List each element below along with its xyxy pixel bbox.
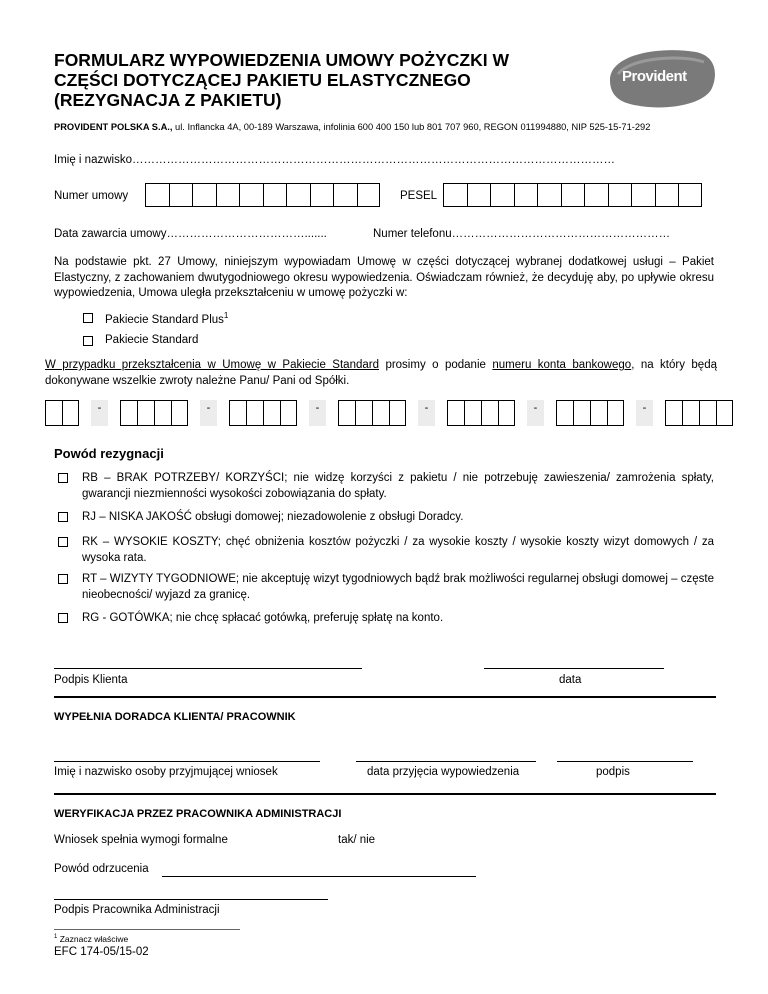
footnote-text: Zaznacz właściwe [57, 934, 129, 944]
digit-box[interactable] [537, 183, 561, 207]
title-line-2: CZĘŚCI DOTYCZĄCEJ PAKIETU ELASTYCZNEGO [54, 70, 471, 90]
form-title [54, 50, 574, 110]
digit-box[interactable] [192, 183, 216, 207]
advisor-sign-line[interactable] [557, 761, 693, 762]
phone-field[interactable] [373, 228, 670, 240]
digit-box[interactable] [464, 400, 481, 426]
digit-box[interactable] [239, 183, 263, 207]
digit-box[interactable] [678, 183, 702, 207]
reason-rb[interactable] [58, 471, 714, 502]
digit-box[interactable] [286, 183, 310, 207]
checkbox[interactable] [58, 512, 68, 522]
name-field[interactable] [54, 154, 615, 166]
checkbox[interactable] [58, 574, 68, 584]
checkbox[interactable] [83, 336, 93, 346]
advisor-heading: WYPEŁNIA DORADCA KLIENTA/ PRACOWNIK [54, 711, 296, 723]
checkbox[interactable] [58, 537, 68, 547]
reason-rg[interactable] [58, 611, 714, 627]
separator-dash: - [309, 400, 326, 426]
declaration-text: Na podstawie pkt. 27 Umowy, niniejszym wypowiadam Umowę w części dotyczącej wybranej dodatkowej usługi – Pakiet Elastyczny, z zachowaniem dwutygodniowego okresu wypowiedzenia. Oświadczam również, że decyduję aby, po upływie okresu wypowiedzenia, Umowa uległa przekształceniu w umowę pożyczki w: [54, 256, 714, 299]
digit-box[interactable] [665, 400, 682, 426]
digit-box[interactable] [608, 183, 632, 207]
title-line-3: (REZYGNACJA Z PAKIETU) [54, 90, 282, 110]
reason-text: RG - GOTÓWKA; nie chcę spłacać gotówką, preferuję spłatę na konto. [82, 612, 444, 624]
digit-box[interactable] [716, 400, 733, 426]
admin-signature-line[interactable] [54, 899, 328, 900]
digit-box[interactable] [372, 400, 389, 426]
digit-box[interactable] [357, 183, 381, 207]
acceptance-date-label: data przyjęcia wypowiedzenia [367, 766, 520, 778]
bank-account-boxes[interactable] [45, 400, 733, 426]
separator-dash: - [200, 400, 217, 426]
formal-requirements-label: Wniosek spełnia wymogi formalne [54, 834, 228, 846]
digit-box[interactable] [229, 400, 246, 426]
footnote-marker: 1 [223, 311, 229, 320]
rejection-reason-line[interactable] [162, 876, 476, 877]
section-divider [54, 696, 716, 698]
digit-box[interactable] [62, 400, 79, 426]
reason-rk[interactable] [58, 535, 714, 566]
advisor-name-line[interactable] [54, 761, 320, 762]
digit-box[interactable] [310, 183, 334, 207]
company-name: PROVIDENT POLSKA S.A., [54, 122, 173, 132]
option-standard[interactable] [83, 334, 198, 346]
footnote-divider [54, 929, 240, 930]
contract-date-field[interactable] [54, 228, 327, 240]
reason-text: RT – WIZYTY TYGODNIOWE; nie akceptuję wizyt tygodniowych bądź brak możliwości regularnej obsługi domowej – częste nieobecności/ wyjazd za granicę. [82, 573, 714, 601]
digit-box[interactable] [389, 400, 406, 426]
formal-requirements-value[interactable]: tak/ nie [338, 834, 376, 846]
client-signature-label: Podpis Klienta [54, 674, 128, 686]
digit-box[interactable] [333, 183, 357, 207]
contract-number-boxes[interactable] [145, 183, 380, 207]
digit-box[interactable] [263, 183, 287, 207]
option-label: Pakiecie Standard [105, 334, 199, 346]
digit-box[interactable] [338, 400, 355, 426]
rejection-reason-label: Powód odrzucenia [54, 863, 149, 875]
bank-info-part4: , na który będą dokonywane wszelkie zwroty należne Panu/ Pani od Spółki. [45, 359, 717, 387]
option-standard-plus[interactable] [83, 311, 228, 326]
digit-box[interactable] [447, 400, 464, 426]
phone-dots: ………………………………………………… [451, 228, 671, 240]
checkbox[interactable] [83, 313, 93, 323]
name-dots: ……………………………………………………………………………………………………………… [131, 154, 615, 166]
advisor-sign-label: podpis [596, 766, 630, 778]
contract-date-dots: ………………………………....... [166, 228, 327, 240]
digit-box[interactable] [631, 183, 655, 207]
reason-text: RB – BRAK POTRZEBY/ KORZYŚCI; nie widzę korzyści z pakietu / nie potrzebuję zawieszenia/ zamrożenia spłaty, gwarancji niezmienności wysokości zobowiązania do spłaty. [82, 472, 714, 500]
digit-box[interactable] [481, 400, 498, 426]
digit-box[interactable] [169, 183, 193, 207]
client-signature-line[interactable] [54, 668, 362, 669]
acceptance-date-line[interactable] [356, 761, 536, 762]
reason-rt[interactable] [58, 572, 714, 603]
option-label: Pakiecie Standard Plus [105, 313, 224, 326]
section-divider [54, 793, 716, 795]
separator-dash: - [418, 400, 435, 426]
digit-box[interactable] [280, 400, 297, 426]
phone-label: Numer telefonu [373, 228, 452, 240]
bank-info-part1: W przypadku przekształcenia w Umowę w Pakiecie Standard [45, 359, 379, 371]
reason-text: RJ – NISKA JAKOŚĆ obsługi domowej; niezadowolenie z obsługi Doradcy. [82, 511, 464, 523]
admin-heading: WERYFIKACJA PRZEZ PRACOWNIKA ADMINISTRACJI [54, 808, 342, 820]
reasons-heading: Powód rezygnacji [54, 446, 164, 461]
account-group[interactable] [665, 400, 733, 426]
account-group[interactable] [447, 400, 515, 426]
digit-box[interactable] [682, 400, 699, 426]
digit-box[interactable] [490, 183, 514, 207]
company-address: ul. Inflancka 4A, 00-189 Warszawa, infolinia 600 400 150 lub 801 707 960, REGON 011994880, NIP 525-15-71-292 [172, 122, 651, 132]
digit-box[interactable] [120, 400, 137, 426]
separator-dash: - [636, 400, 653, 426]
digit-box[interactable] [584, 183, 608, 207]
digit-box[interactable] [467, 183, 491, 207]
date-label: data [559, 674, 582, 686]
digit-box[interactable] [573, 400, 590, 426]
digit-box[interactable] [154, 400, 171, 426]
digit-box[interactable] [246, 400, 263, 426]
form-code: EFC 174-05/15-02 [54, 946, 149, 958]
reason-text: RK – WYSOKIE KOSZTY; chęć obniżenia kosztów pożyczki / za wysokie koszty / wysokie koszty wizyt domowych / za wysoka rata. [82, 536, 714, 564]
bank-info-part2: prosimy o podanie [379, 359, 493, 371]
digit-box[interactable] [556, 400, 573, 426]
provident-logo [600, 44, 718, 112]
logo-text: Provident [622, 68, 687, 85]
separator-dash: - [527, 400, 544, 426]
title-line-1: FORMULARZ WYPOWIEDZENIA UMOWY POŻYCZKI W [54, 50, 509, 70]
checkbox[interactable] [58, 473, 68, 483]
reason-rj[interactable] [58, 510, 714, 526]
digit-box[interactable] [590, 400, 607, 426]
digit-box[interactable] [216, 183, 240, 207]
digit-box[interactable] [514, 183, 538, 207]
contract-date-label: Data zawarcia umowy [54, 228, 167, 240]
account-group[interactable] [229, 400, 297, 426]
digit-box[interactable] [263, 400, 280, 426]
separator-dash: - [91, 400, 108, 426]
digit-box[interactable] [607, 400, 624, 426]
name-label: Imię i nazwisko [54, 154, 132, 166]
checkbox[interactable] [58, 613, 68, 623]
digit-box[interactable] [145, 183, 169, 207]
digit-box[interactable] [45, 400, 62, 426]
bank-info-part3: numeru konta bankowego [492, 359, 632, 371]
footnote [54, 934, 128, 944]
pesel-label: PESEL [400, 190, 438, 202]
bank-account-info [45, 358, 717, 389]
digit-box[interactable] [655, 183, 679, 207]
account-group[interactable] [45, 400, 79, 426]
digit-box[interactable] [561, 183, 585, 207]
footnote-number: 1 [54, 934, 58, 941]
digit-box[interactable] [355, 400, 372, 426]
digit-box[interactable] [498, 400, 515, 426]
digit-box[interactable] [171, 400, 188, 426]
pesel-boxes[interactable] [443, 183, 702, 207]
account-group[interactable] [120, 400, 188, 426]
contract-number-label: Numer umowy [54, 190, 129, 202]
admin-signature-label: Podpis Pracownika Administracji [54, 904, 220, 916]
date-signature-line[interactable] [484, 668, 664, 669]
digit-box[interactable] [443, 183, 467, 207]
company-info [54, 122, 650, 132]
digit-box[interactable] [699, 400, 716, 426]
account-group[interactable] [556, 400, 624, 426]
account-group[interactable] [338, 400, 406, 426]
digit-box[interactable] [137, 400, 154, 426]
advisor-name-label: Imię i nazwisko osoby przyjmującej wniosek [54, 766, 278, 778]
